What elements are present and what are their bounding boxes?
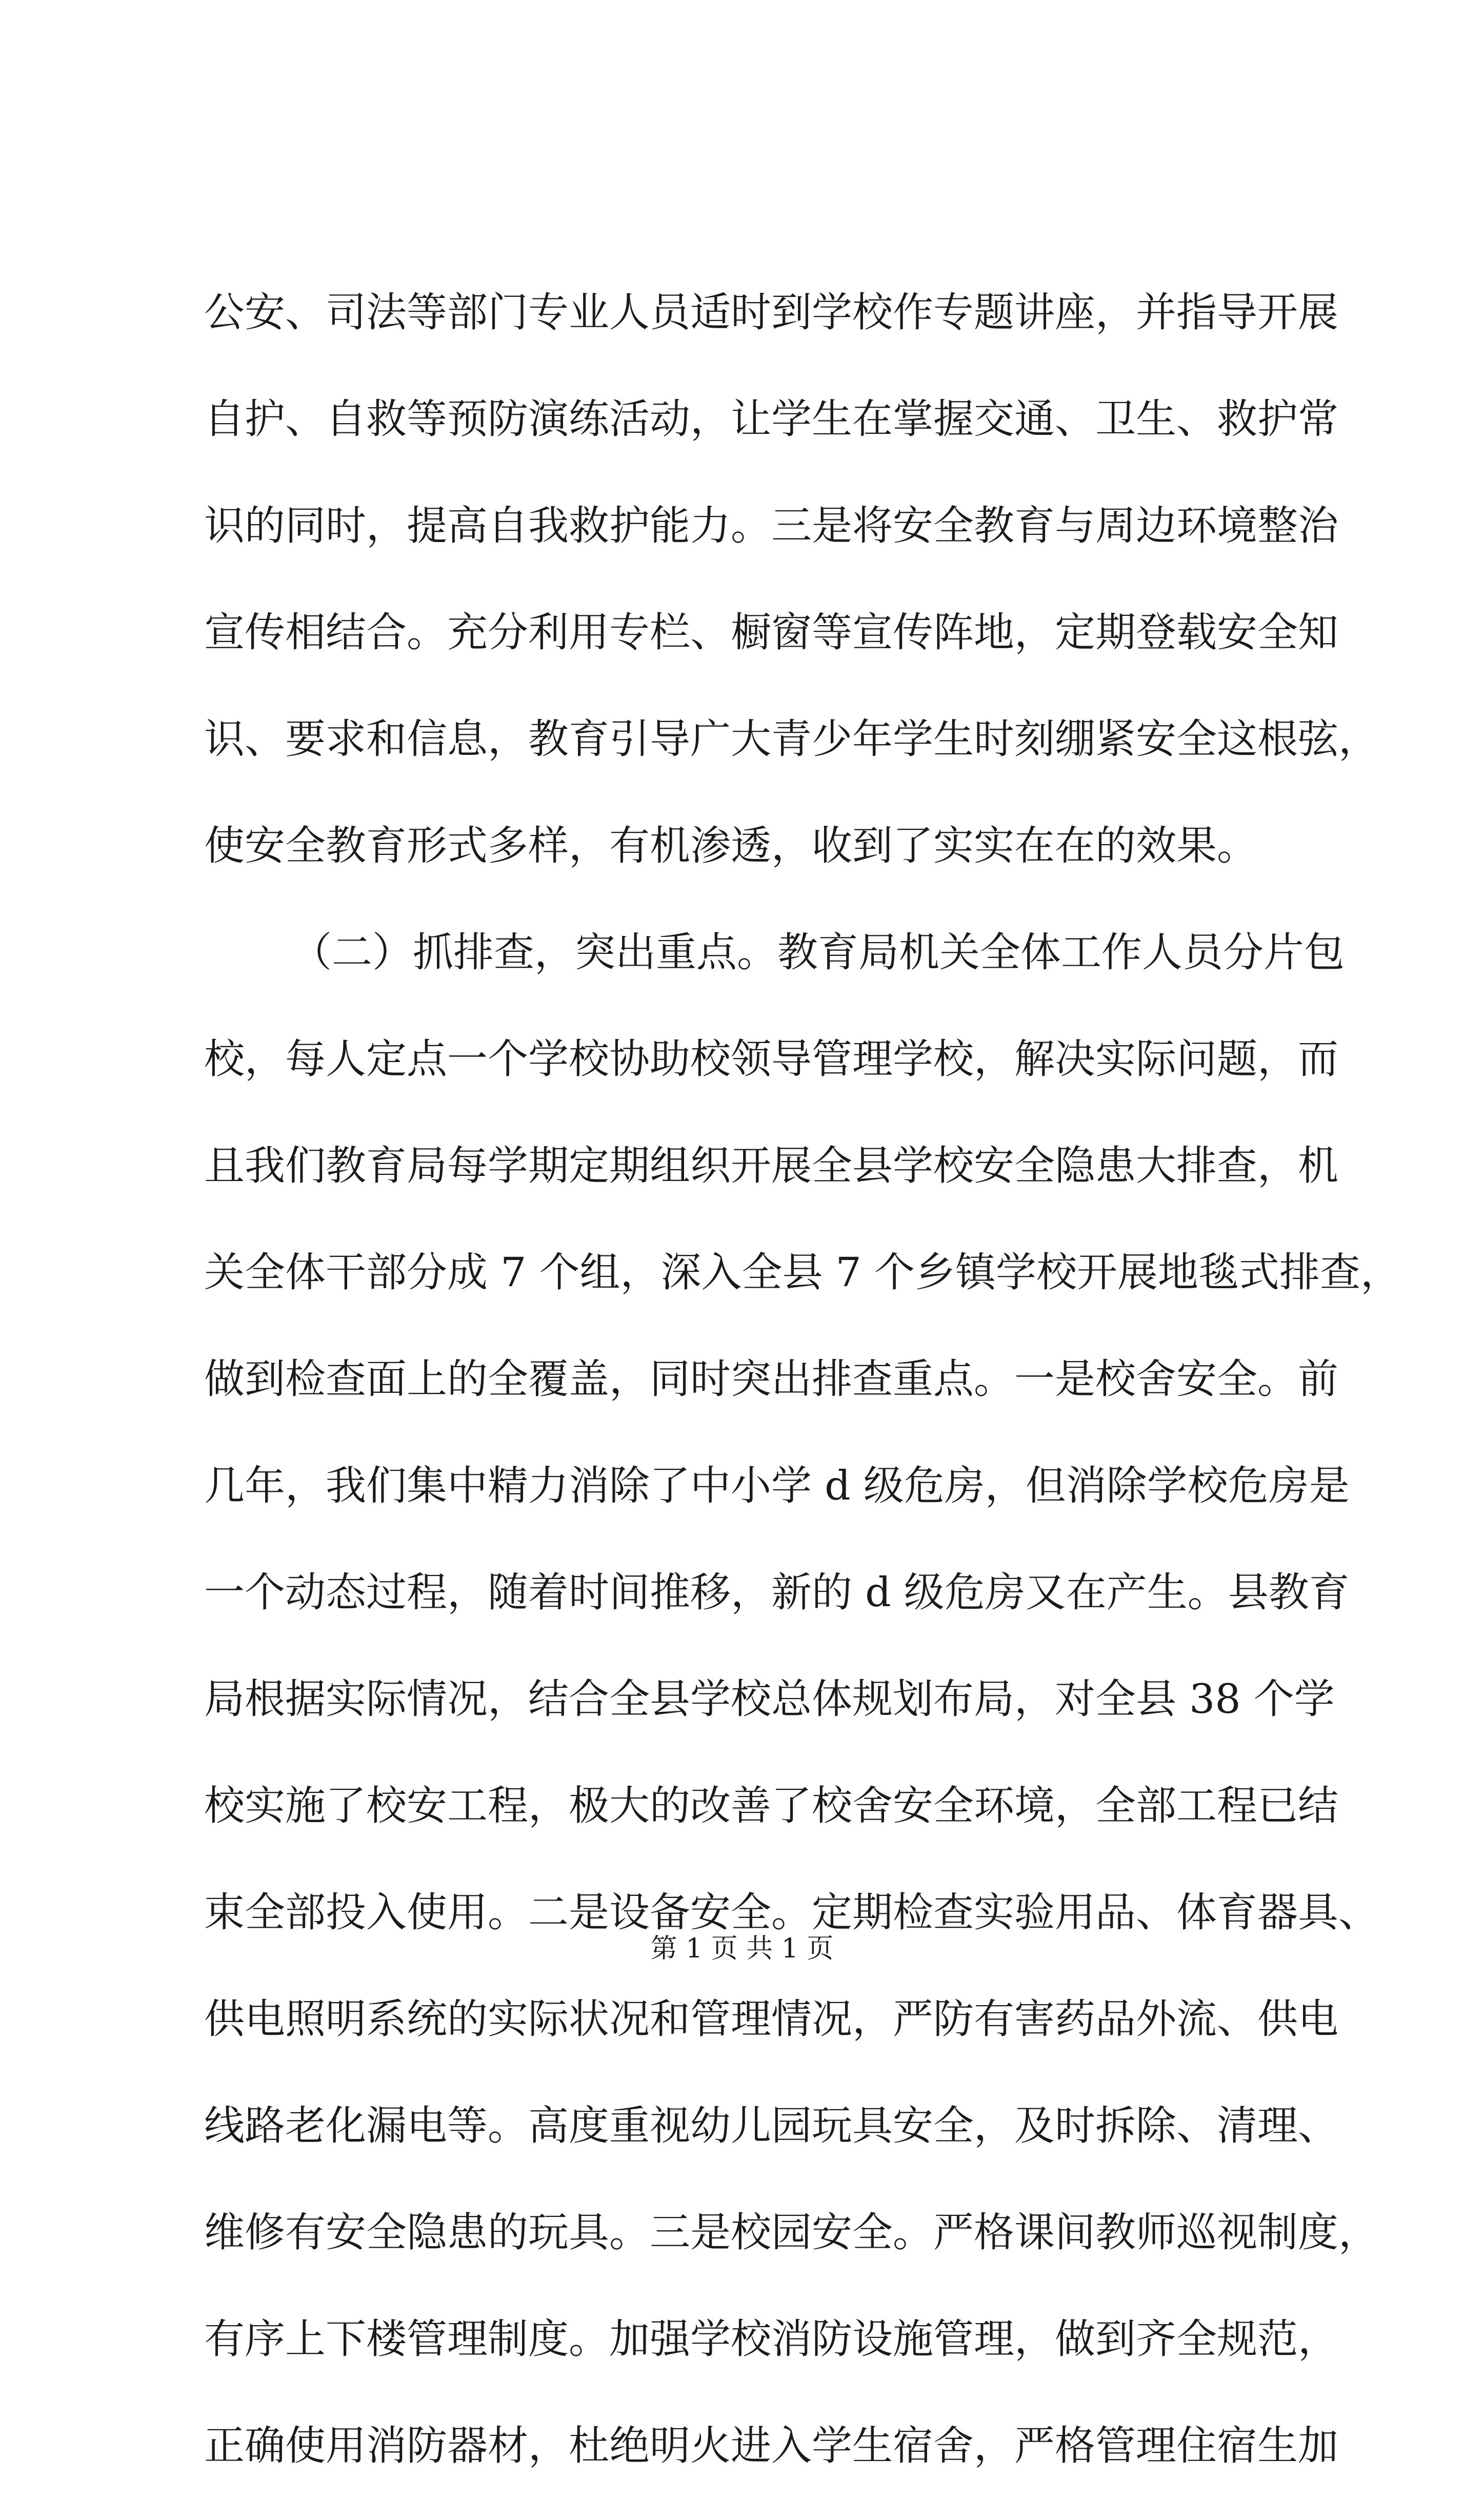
text-line: 维修有安全隐患的玩具。三是校园安全。严格课间教师巡视制度， [204,2209,1379,2256]
text-line: 线路老化漏电等。高度重视幼儿园玩具安全，及时拆除、清理、 [204,2102,1338,2149]
text-line: 校，每人定点一个学校协助校领导管理学校，解决实际问题，而 [204,1035,1338,1083]
text-line: 自护、自救等预防演练活动，让学生在掌握交通、卫生、救护常 [204,395,1338,443]
text-line: 且我们教育局每学期定期组织开展全县学校安全隐患大排查，机 [204,1142,1338,1189]
page-number-label: 第 1 页 共 1 页 [650,1933,834,1964]
text-line: 识的同时，提高自我救护能力。三是将安全教育与周边环境整治 [204,502,1338,549]
text-line: 关全体干部分成 7 个组，深入全县 7 个乡镇学校开展地毯式排查， [204,1249,1401,1296]
text-line: 使安全教育形式多样，有机渗透，收到了实实在在的效果。 [204,822,1257,869]
text-line: 供电照明系统的实际状况和管理情况，严防有害药品外流、供电 [204,1995,1338,2043]
body-text [204,259,1401,2499]
text-line: 正确使用消防器材，杜绝明火进入学生宿舍，严格管理住宿生加 [204,2422,1338,2469]
text-line: 局根据实际情况，结合全县学校总体规划布局，对全县 38 个学 [204,1675,1335,1723]
text-line: 识、要求和信息，教育引导广大青少年学生时刻绷紧安全这根弦， [204,715,1379,763]
text-line: 有序上下楼管理制度。加强学校消防设施管理，做到齐全规范， [204,2315,1338,2363]
text-line: 公安、司法等部门专业人员适时到学校作专题讲座，并指导开展 [204,289,1338,336]
text-line: 束全部投入使用。二是设备安全。定期检查实验用品、体育器具、 [204,1889,1379,1936]
text-line: 校实施了校安工程，极大的改善了校舍安全环境，全部工程已结 [204,1782,1338,1829]
text-line: 几年，我们集中精力消除了中小学 d 级危房，但消除学校危房是 [204,1462,1350,1509]
text-line: 一个动态过程，随着时间推移，新的 d 级危房又在产生。县教育 [204,1569,1350,1616]
text-line: 做到检查面上的全覆盖，同时突出排查重点。一是校舍安全。前 [204,1355,1338,1403]
text-line: 宣传相结合。充分利用专栏、橱窗等宣传阵地，定期登载安全知 [204,609,1338,656]
page-footer [0,1931,1484,1967]
paragraph-start-line: （二）抓排查，突出重点。教育局机关全体工作人员分片包 [291,929,1345,976]
